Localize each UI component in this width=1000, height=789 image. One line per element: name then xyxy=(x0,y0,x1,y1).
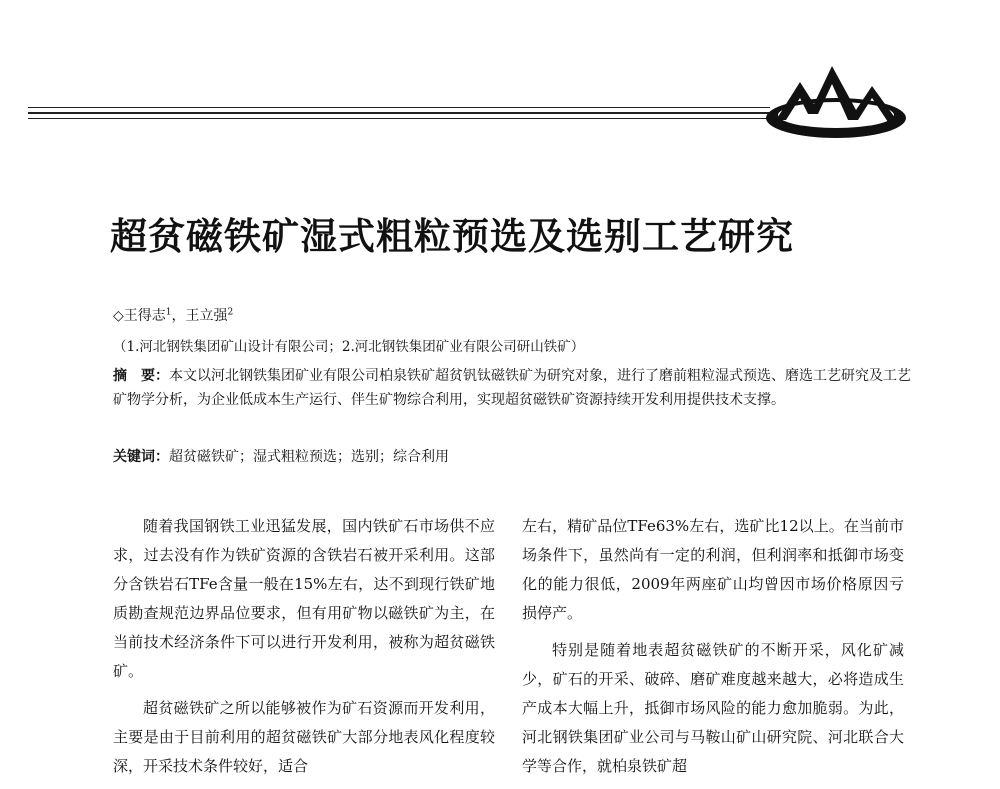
body-paragraph: 随着我国钢铁工业迅猛发展，国内铁矿石市场供不应求，过去没有作为铁矿资源的含铁岩石被开采利用。这部分含铁岩石TFe含量一般在15%左右，达不到现行铁矿地质勘查规范边界品位要求，但有用矿物以磁铁矿为主，在当前技术经济条件下可以进行开发利用，被称为超贫磁铁矿。 xyxy=(113,517,495,680)
keywords-label: 关键词： xyxy=(113,449,169,465)
authors-line xyxy=(113,305,233,325)
body-paragraph-continued: 左右，精矿品位TFe63%左右，选矿比12以上。在当前市场条件下，虽然尚有一定的利润，但利润率和抵御市场变化的能力很低，2009年两座矿山均曾因市场价格原因亏损停产。 xyxy=(522,517,904,622)
mountain-logo-icon xyxy=(760,58,910,148)
body-paragraph: 超贫磁铁矿之所以能够被作为矿石资源而开发利用，主要是由于目前利用的超贫磁铁矿大部分地表风化程度较深，开采技术条件较好，适合 xyxy=(113,699,495,775)
author-2-affil: 2 xyxy=(227,307,234,318)
body-column-right xyxy=(522,512,904,789)
author-separator: ， xyxy=(171,308,186,324)
author-2: 王立强 xyxy=(185,308,228,324)
keywords-text: 超贫磁铁矿；湿式粗粒预选；选别；综合利用 xyxy=(169,449,449,465)
abstract xyxy=(113,364,913,412)
header-rule-top xyxy=(28,107,770,108)
body-column-left xyxy=(113,512,495,789)
header-rule-middle xyxy=(28,112,770,114)
body-paragraph: 特别是随着地表超贫磁铁矿的不断开采，风化矿减少，矿石的开采、破碎、磨矿难度越来越大，必将造成生产成本大幅上升，抵御市场风险的能力愈加脆弱。为此，河北钢铁集团矿业公司与马鞍山矿山研究院、河北联合大学等合作，就柏泉铁矿超 xyxy=(522,641,904,775)
paper-title: 超贫磁铁矿湿式粗粒预选及选别工艺研究 xyxy=(110,215,794,258)
keywords xyxy=(113,446,449,466)
author-marker: ◇ xyxy=(113,308,124,324)
abstract-text: 本文以河北钢铁集团矿业有限公司柏泉铁矿超贫钒钛磁铁矿为研究对象，进行了磨前粗粒湿式预选、磨选工艺研究及工艺矿物学分析，为企业低成本生产运行、伴生矿物综合利用，实现超贫磁铁矿资源持续开发利用提供技术支撑。 xyxy=(113,368,911,408)
author-1-affil: 1 xyxy=(165,307,172,318)
abstract-label: 摘 要： xyxy=(113,368,169,384)
header-rule-bottom xyxy=(28,118,770,119)
author-1: 王得志 xyxy=(123,308,166,324)
affiliations: （1.河北钢铁集团矿山设计有限公司；2.河北钢铁集团矿业有限公司研山铁矿） xyxy=(113,339,585,355)
